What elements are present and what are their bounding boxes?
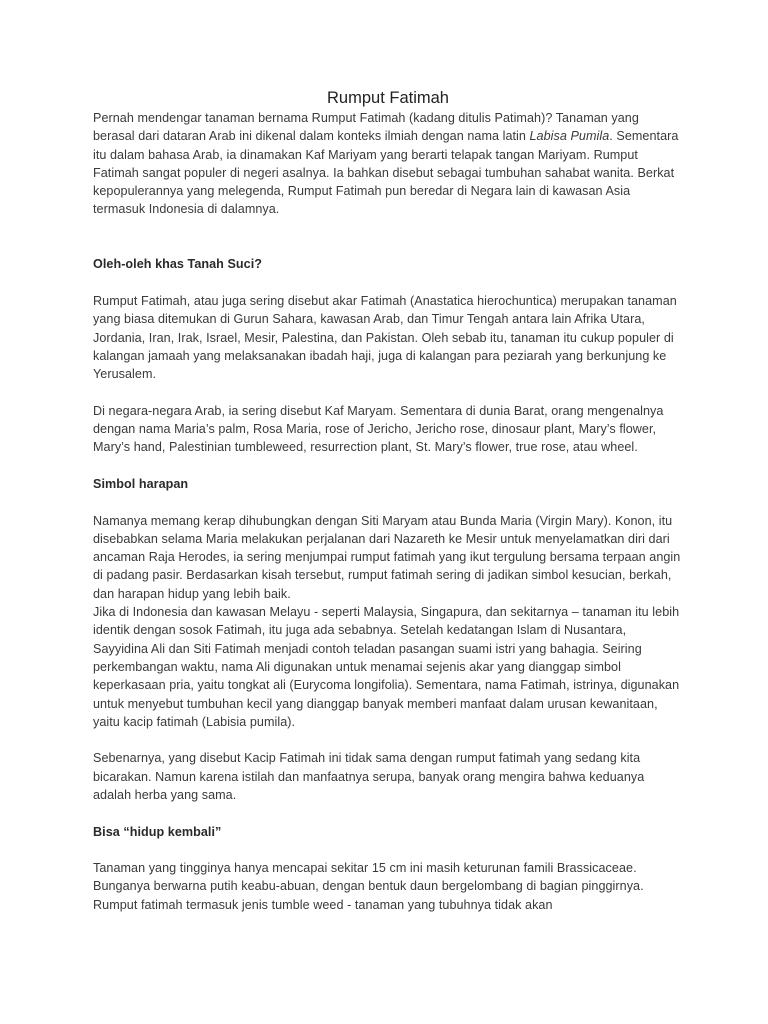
section3-paragraph-1: Tanaman yang tingginya hanya mencapai sekitar 15 cm ini masih keturunan famili Brassicaceae. Bunganya berwarna putih keabu-abuan, dengan bentuk daun bergelombang di bagian pinggirnya. Rumput fatimah termasuk jenis tumble weed - tanaman yang tubuhnya tidak akan <box>93 861 644 912</box>
section2-paragraph-1: Namanya memang kerap dihubungkan dengan Siti Maryam atau Bunda Maria (Virgin Mary). Konon, itu disebabkan selama Maria melakukan perjalanan dari Nazareth ke Mesir untuk menyelamatkan diri dari ancaman Raja Herodes, ia sering menjumpai rumput fatimah yang ikut tergulung bersama terpaan angin di padang pasir. Berdasarkan kisah tersebut, rumput fatimah sering di jadikan simbol kesucian, berkah, dan harapan hidup yang lebih baik. <box>93 513 681 601</box>
spacer <box>93 457 683 475</box>
intro-text-part2: . Sementara itu dalam bahasa Arab, ia dinamakan Kaf Mariyam yang berarti telapak tangan Mariyam. Rumput Fatimah sangat populer di negeri asalnya. Ia bahkan disebut sebagai tumbuhan sahabat wanita. Berkat kepopulerannya yang melegenda, Rumput Fatimah pun beredar di Negara lain di kawasan Asia termasuk Indonesia di dalamnya. <box>93 129 679 217</box>
spacer <box>93 219 683 256</box>
section-heading-simbol-harapan: Simbol harapan <box>93 476 189 491</box>
spacer <box>93 493 683 511</box>
spacer <box>93 841 683 859</box>
spacer <box>93 731 683 749</box>
spacer <box>93 383 683 401</box>
intro-latin-name: Labisa Pumila <box>529 129 610 144</box>
section2-paragraph-3: Sebenarnya, yang disebut Kacip Fatimah ini tidak sama dengan rumput fatimah yang sedang kita bicarakan. Namun karena istilah dan manfaatnya serupa, banyak orang mengira bahwa keduanya adalah herba yang sama. <box>93 751 645 802</box>
spacer <box>93 804 683 822</box>
document-page <box>93 88 683 914</box>
intro-text-part1: Pernah mendengar tanaman bernama Rumput Fatimah (kadang ditulis Patimah)? Tanaman yang berasal dari dataran Arab ini dikenal dalam konteks ilmiah dengan nama latin <box>93 111 639 144</box>
spacer <box>93 274 683 292</box>
document-title: Rumput Fatimah <box>327 89 449 107</box>
intro-paragraph <box>93 109 683 219</box>
section1-paragraph-2: Di negara-negara Arab, ia sering disebut Kaf Maryam. Sementara di dunia Barat, orang mengenalnya dengan nama Maria’s palm, Rosa Maria, rose of Jericho, Jericho rose, dinosaur plant, Mary’s flower, Mary’s hand, Palestinian tumbleweed, resurrection plant, St. Mary’s flower, true rose, atau wheel. <box>93 403 664 455</box>
section-heading-oleh-oleh: Oleh-oleh khas Tanah Suci? <box>93 257 263 272</box>
section1-paragraph-1: Rumput Fatimah, atau juga sering disebut akar Fatimah (Anastatica hierochuntica) merupakan tanaman yang biasa ditemukan di Gurun Sahara, kawasan Arab, dan Timur Tengah antara lain Afrika Utara, Jordania, Iran, Irak, Israel, Mesir, Palestina, dan Pakistan. Oleh sebab itu, tanaman itu cukup populer di kalangan jamaah yang melaksanakan ibadah haji, juga di kalangan para peziarah yang berkunjung ke Yerusalem. <box>93 293 677 382</box>
section-heading-hidup-kembali: Bisa “hidup kembali” <box>93 824 222 839</box>
section2-paragraph-2: Jika di Indonesia dan kawasan Melayu - seperti Malaysia, Singapura, dan sekitarnya – tanaman itu lebih identik dengan sosok Fatimah, itu juga ada sebabnya. Setelah kedatangan Islam di Nusantara, Sayyidina Ali dan Siti Fatimah menjadi contoh teladan pasangan suami istri yang bahagia. Seiring perkembangan waktu, nama Ali digunakan untuk menamai sejenis akar yang dianggap simbol keperkasaan pria, yaitu tongkat ali (Eurycoma longifolia). Sementara, nama Fatimah, istrinya, digunakan untuk menyebut tumbuhan kecil yang dianggap banyak memberi manfaat dalam urusan kewanitaan, yaitu kacip fatimah (Labisia pumila). <box>93 605 680 729</box>
